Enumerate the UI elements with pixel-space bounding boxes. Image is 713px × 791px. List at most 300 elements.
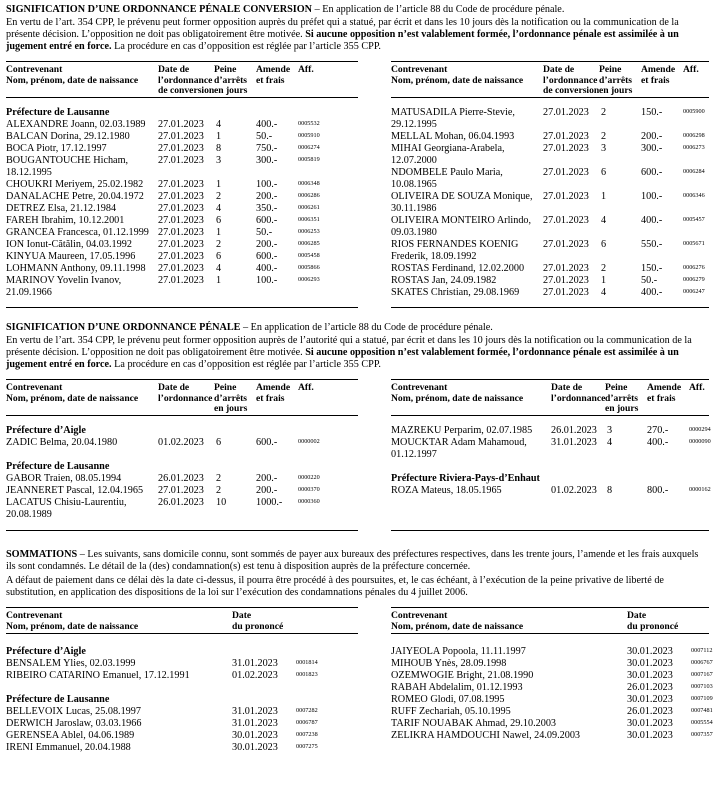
cell-name: OLIVEIRA MONTEIRO Arlindo, 09.03.1980 [391, 215, 532, 238]
cell-date: 30.01.2023 [627, 646, 673, 657]
section-ordonnance-conversion [6, 4, 708, 322]
rows [6, 473, 358, 521]
table-row [391, 239, 709, 263]
cell-peine: 4 [601, 287, 607, 298]
cell-amende: 50.- [641, 275, 658, 286]
table-grid [6, 61, 708, 311]
cell-name: OZEMWOGIE Bright, 21.08.1990 [391, 670, 534, 681]
cell-amende: 600.- [256, 251, 278, 262]
cell-name: KINYUA Maureen, 17.05.1996 [6, 251, 136, 262]
cell-peine: 1 [216, 179, 222, 190]
header-date: Date de l’ordonnance [551, 382, 606, 404]
cell-aff: 0005554 [691, 719, 713, 726]
cell-aff: 0000002 [298, 438, 320, 445]
cell-amende: 350.- [256, 203, 278, 214]
cell-aff: 0006274 [298, 144, 320, 151]
header-contrevenant: Contrevenant Nom, prénom, date de naissance [391, 610, 524, 632]
table-row [6, 239, 358, 251]
cell-aff: 0000360 [298, 498, 320, 505]
table-left [6, 61, 358, 299]
cell-aff: 0005671 [683, 240, 705, 247]
cell-aff: 0006261 [298, 204, 320, 211]
table-right [391, 61, 709, 299]
cell-date: 27.01.2023 [543, 191, 589, 202]
cell-date: 31.01.2023 [232, 718, 278, 729]
table-row [6, 485, 358, 497]
cell-aff: 0005819 [298, 156, 320, 163]
cell-peine: 4 [601, 215, 607, 226]
table-row [391, 670, 713, 682]
cell-date: 26.01.2023 [551, 425, 597, 436]
cell-peine: 2 [216, 473, 222, 484]
table-row [391, 646, 713, 658]
cell-aff: 0006276 [683, 264, 705, 271]
cell-aff: 0006351 [298, 216, 320, 223]
cell-name: ZELIKRA HAMDOUCHI Nawel, 24.09.2003 [391, 730, 581, 741]
table-row [391, 437, 709, 461]
cell-name: BOUGANTOUCHE Hicham, 18.12.1995 [6, 155, 129, 178]
table-row [391, 425, 709, 437]
header-amende: Amende et frais [256, 382, 291, 404]
cell-name: JEANNERET Pascal, 12.04.1965 [6, 485, 144, 496]
table-header [6, 608, 358, 634]
cell-name: MIHOUB Ynès, 28.09.1998 [391, 658, 507, 669]
table-row [6, 658, 358, 670]
table-row [391, 718, 713, 730]
cell-name: RIBEIRO CATARINO Emanuel, 17.12.1991 [6, 670, 190, 681]
cell-name: ROZA Mateus, 18.05.1965 [391, 485, 502, 496]
cell-date: 30.01.2023 [627, 658, 673, 669]
cell-date: 31.01.2023 [232, 658, 278, 669]
header-contrevenant: Contrevenant Nom, prénom, date de naissance [6, 610, 139, 632]
cell-name: FAREH Ibrahim, 10.12.2001 [6, 215, 125, 226]
cell-amende: 400.- [641, 215, 663, 226]
header-aff: Aff. [689, 382, 705, 393]
cell-name: LACATUS Chisiu-Laurentiu, 20.08.1989 [6, 497, 127, 520]
cell-aff: 0005910 [298, 132, 320, 139]
rows [391, 425, 709, 461]
page [6, 4, 713, 777]
cell-aff: 0000220 [298, 474, 320, 481]
cell-peine: 2 [216, 239, 222, 250]
cell-peine: 3 [607, 425, 613, 436]
section-title-bold: SIGNIFICATION D’UNE ORDONNANCE PÉNALE CONVERSION [6, 4, 313, 15]
cell-date: 27.01.2023 [543, 107, 589, 118]
cell-date: 27.01.2023 [543, 143, 589, 154]
prefecture-heading: Préfecture d’Aigle [6, 425, 86, 436]
cell-name: MARINOV Yovelin Ivanov, 21.09.1966 [6, 275, 122, 298]
section-title [6, 322, 708, 334]
cell-peine: 6 [601, 239, 607, 250]
table-row [391, 706, 713, 718]
cell-peine: 6 [216, 437, 222, 448]
cell-date: 27.01.2023 [158, 215, 204, 226]
cell-name: MIHAI Georgiana-Arabela, 12.07.2000 [391, 143, 505, 166]
cell-aff: 0006293 [298, 276, 320, 283]
header-contrevenant: Contrevenant Nom, prénom, date de naissance [391, 64, 524, 86]
header-contrevenant: Contrevenant Nom, prénom, date de naissance [6, 382, 139, 404]
cell-date: 27.01.2023 [543, 263, 589, 274]
table-row [6, 437, 358, 449]
cell-date: 30.01.2023 [232, 730, 278, 741]
cell-peine: 2 [216, 191, 222, 202]
header-aff: Aff. [298, 64, 314, 75]
header-date: Date du prononcé [232, 610, 284, 632]
table-row [391, 658, 713, 670]
table-row [391, 682, 713, 694]
cell-date: 27.01.2023 [158, 275, 204, 286]
cell-date: 26.01.2023 [158, 497, 204, 508]
cell-peine: 2 [601, 263, 607, 274]
cell-date: 27.01.2023 [158, 203, 204, 214]
cell-peine: 4 [216, 119, 222, 130]
cell-date: 31.01.2023 [551, 437, 597, 448]
cell-date: 26.01.2023 [158, 473, 204, 484]
table-row [6, 718, 358, 730]
para-bold: Si aucune opposition n’est valablement formée, l’ordonnance pénale est assimilée à un jugement entré en force. [6, 347, 679, 370]
section-title-bold: SOMMATIONS [6, 549, 78, 560]
cell-name: JAIYEOLA Popoola, 11.11.1997 [391, 646, 526, 657]
cell-aff: 0005458 [298, 252, 320, 259]
cell-name: MAZREKU Perparim, 02.07.1985 [391, 425, 533, 436]
cell-amende: 300.- [641, 143, 663, 154]
section-title-rest: – En application de l’article 88 du Code de procédure pénale. [312, 4, 565, 15]
cell-aff: 0006348 [298, 180, 320, 187]
cell-aff: 0006247 [683, 288, 705, 295]
cell-amende: 100.- [256, 179, 278, 190]
rows [391, 485, 709, 497]
cell-name: IRENI Emmanuel, 20.04.1988 [6, 742, 131, 753]
table-row [391, 694, 713, 706]
table-row [391, 287, 709, 299]
cell-date: 27.01.2023 [543, 215, 589, 226]
cell-date: 01.02.2023 [232, 670, 278, 681]
cell-peine: 3 [216, 155, 222, 166]
cell-date: 27.01.2023 [158, 179, 204, 190]
cell-date: 26.01.2023 [627, 682, 673, 693]
rows [391, 107, 709, 299]
cell-amende: 150.- [641, 107, 663, 118]
table-row [6, 179, 358, 191]
prefecture-heading: Préfecture d’Aigle [6, 646, 86, 657]
cell-name: OLIVEIRA DE SOUZA Monique, 30.11.1986 [391, 191, 533, 214]
cell-name: ROMEO Glodi, 07.08.1995 [391, 694, 505, 705]
table-header [391, 380, 709, 416]
cell-aff: 0007103 [691, 683, 713, 690]
cell-peine: 1 [216, 227, 222, 238]
section-title-rest: – Les suivants, sans domicile connu, sont sommés de payer aux bureaux des préfectures respectives, dans les trente jours, l’amende et les frais auxquels ils sont condamnés. Le détail de la (des) condamnation(s) est tenu à disposition auprès de la préfecture concernée. [6, 549, 699, 572]
cell-name: MELLAL Mohan, 06.04.1993 [391, 131, 515, 142]
section-ordonnance-penale [6, 322, 711, 549]
cell-aff: 0006298 [683, 132, 705, 139]
table-right [391, 607, 713, 742]
table-row [6, 203, 358, 215]
para-text: En vertu de l’art. 354 CPP, le prévenu peut former opposition auprès du préfet qui a statué, par écrit et dans les 10 jours dès la notification ou la communication de la présente décision. L’opposition ne doit pas obligatoirement être motivée. [6, 17, 679, 40]
header-peine: Peine d’arrêts en jours [214, 64, 248, 96]
cell-name: ALEXANDRE Joann, 02.03.1989 [6, 119, 146, 130]
rows [6, 119, 358, 299]
table-row [391, 730, 713, 742]
cell-date: 27.01.2023 [158, 191, 204, 202]
prefecture-heading: Préfecture Riviera-Pays-d’Enhaut [391, 473, 540, 484]
cell-name: ROSTAS Jan, 24.09.1982 [391, 275, 497, 286]
cell-amende: 600.- [256, 215, 278, 226]
section-paragraph: A défaut de paiement dans ce délai dès la date ci-dessus, il pourra être procédé à des poursuites, et, le cas échéant, à l’exécution de la peine privative de liberté de substitution, en application des dispositions de la loi sur l’exécution des condamnations pénales du 4 juillet 2006. [6, 575, 664, 598]
cell-date: 27.01.2023 [158, 155, 204, 166]
cell-aff: 0007481 [691, 707, 713, 714]
cell-name: BELLEVOIX Lucas, 25.08.1997 [6, 706, 141, 717]
cell-name: GRANCEA Francesca, 01.12.1999 [6, 227, 149, 238]
cell-date: 27.01.2023 [158, 239, 204, 250]
header-amende: Amende et frais [641, 64, 676, 86]
cell-date: 27.01.2023 [158, 251, 204, 262]
cell-name: ROSTAS Ferdinand, 12.02.2000 [391, 263, 525, 274]
table-row [6, 730, 358, 742]
para-end: La procédure en cas d’opposition est réglée par l’article 355 CPP. [111, 359, 381, 370]
rows [6, 437, 358, 449]
cell-aff: 0007112 [691, 647, 713, 654]
cell-aff: 0007109 [691, 695, 713, 702]
section-paragraph [6, 335, 708, 371]
cell-date: 27.01.2023 [543, 167, 589, 178]
cell-name: BOCA Piotr, 17.12.1997 [6, 143, 107, 154]
cell-amende: 100.- [641, 191, 663, 202]
cell-aff: 0001814 [296, 659, 318, 666]
cell-aff: 0005532 [298, 120, 320, 127]
cell-name: CHOUKRI Meriyem, 25.02.1982 [6, 179, 144, 190]
cell-name: MATUSADILA Pierre-Stevie, 29.12.1995 [391, 107, 515, 130]
cell-peine: 1 [216, 131, 222, 142]
cell-name: BALCAN Dorina, 29.12.1980 [6, 131, 130, 142]
table-left [6, 379, 358, 521]
cell-amende: 400.- [647, 437, 669, 448]
cell-aff: 0005866 [298, 264, 320, 271]
table-row [6, 670, 358, 682]
cell-peine: 4 [216, 203, 222, 214]
table-row [6, 155, 358, 179]
cell-amende: 600.- [641, 167, 663, 178]
cell-name: LOHMANN Anthony, 09.11.1998 [6, 263, 146, 274]
cell-date: 27.01.2023 [158, 131, 204, 142]
cell-aff: 0006767 [691, 659, 713, 666]
cell-peine: 6 [601, 167, 607, 178]
table-row [391, 143, 709, 167]
cell-amende: 50.- [256, 131, 273, 142]
cell-peine: 6 [216, 251, 222, 262]
cell-date: 27.01.2023 [158, 143, 204, 154]
header-amende: Amende et frais [647, 382, 682, 404]
prefecture-heading: Préfecture de Lausanne [6, 107, 110, 118]
cell-aff: 0000370 [298, 486, 320, 493]
table-left [6, 607, 358, 754]
header-peine: Peine d’arrêts en jours [605, 382, 639, 414]
table-bottom-rule [391, 307, 709, 308]
table-row [391, 485, 709, 497]
cell-name: MOUCKTAR Adam Mahamoud, 01.12.1997 [391, 437, 527, 460]
cell-amende: 100.- [256, 275, 278, 286]
cell-peine: 1 [216, 275, 222, 286]
cell-date: 30.01.2023 [627, 718, 673, 729]
table-row [6, 473, 358, 485]
cell-amende: 1000.- [256, 497, 283, 508]
cell-name: GABOR Traien, 08.05.1994 [6, 473, 122, 484]
cell-amende: 300.- [256, 155, 278, 166]
cell-name: RABAH Abdelalim, 01.12.1993 [391, 682, 523, 693]
cell-amende: 550.- [641, 239, 663, 250]
rows [6, 658, 358, 682]
cell-peine: 2 [601, 107, 607, 118]
cell-amende: 800.- [647, 485, 669, 496]
cell-aff: 0000090 [689, 438, 711, 445]
cell-date: 30.01.2023 [627, 694, 673, 705]
table-header [6, 380, 358, 416]
cell-aff: 0005900 [683, 108, 705, 115]
cell-peine: 4 [607, 437, 613, 448]
cell-date: 01.02.2023 [158, 437, 204, 448]
cell-name: TARIF NOUABAK Ahmad, 29.10.2003 [391, 718, 557, 729]
para-end: La procédure en cas d’opposition est réglée par l’article 355 CPP. [111, 41, 381, 52]
cell-aff: 0000294 [689, 426, 711, 433]
cell-date: 26.01.2023 [627, 706, 673, 717]
table-row [6, 191, 358, 203]
cell-aff: 0006285 [298, 240, 320, 247]
cell-amende: 400.- [256, 263, 278, 274]
cell-peine: 2 [601, 131, 607, 142]
cell-name: ZADIC Belma, 20.04.1980 [6, 437, 118, 448]
header-date: Date du prononcé [627, 610, 679, 632]
table-row [6, 742, 358, 754]
table-row [6, 131, 358, 143]
cell-aff: 0006284 [683, 168, 705, 175]
cell-aff: 0005457 [683, 216, 705, 223]
cell-peine: 1 [601, 275, 607, 286]
header-contrevenant: Contrevenant Nom, prénom, date de naissance [6, 64, 139, 86]
cell-peine: 6 [216, 215, 222, 226]
table-row [391, 215, 709, 239]
cell-amende: 200.- [256, 485, 278, 496]
cell-amende: 150.- [641, 263, 663, 274]
table-row [391, 167, 709, 191]
cell-date: 31.01.2023 [232, 706, 278, 717]
table-header [391, 62, 709, 98]
cell-peine: 8 [607, 485, 613, 496]
table-header [6, 62, 358, 98]
section-sommations [6, 549, 713, 777]
cell-date: 27.01.2023 [158, 119, 204, 130]
header-date: Date de l’ordonnance de conversion [158, 64, 215, 96]
cell-name: ION Ionut-Cătălin, 04.03.1992 [6, 239, 132, 250]
cell-aff: 0007167 [691, 671, 713, 678]
cell-name: DETREZ Elsa, 21.12.1984 [6, 203, 117, 214]
cell-name: DERWICH Jaroslaw, 03.03.1966 [6, 718, 142, 729]
table-row [6, 497, 358, 521]
cell-date: 01.02.2023 [551, 485, 597, 496]
table-row [6, 263, 358, 275]
header-peine: Peine d’arrêts en jours [599, 64, 633, 96]
cell-aff: 0006787 [296, 719, 318, 726]
table-row [6, 143, 358, 155]
table-row [6, 227, 358, 239]
table-header [391, 608, 709, 634]
header-contrevenant: Contrevenant Nom, prénom, date de naissance [391, 382, 524, 404]
cell-peine: 4 [216, 263, 222, 274]
cell-amende: 200.- [256, 239, 278, 250]
table-row [6, 119, 358, 131]
section-title-rest: – En application de l’article 88 du Code de procédure pénale. [240, 322, 493, 333]
header-amende: Amende et frais [256, 64, 291, 86]
cell-date: 27.01.2023 [158, 227, 204, 238]
prefecture-heading: Préfecture de Lausanne [6, 694, 110, 705]
section-title-bold: SIGNIFICATION D’UNE ORDONNANCE PÉNALE [6, 322, 241, 333]
table-row [391, 107, 709, 131]
section-title [6, 4, 708, 16]
cell-aff: 0006279 [683, 276, 705, 283]
cell-name: GERENSEA Ablel, 04.06.1989 [6, 730, 135, 741]
cell-aff: 0006273 [683, 144, 705, 151]
cell-amende: 200.- [256, 191, 278, 202]
cell-name: BENSALEM Ylies, 02.03.1999 [6, 658, 136, 669]
header-date: Date de l’ordonnance de conversion [543, 64, 600, 96]
cell-peine: 1 [601, 191, 607, 202]
cell-aff: 0001823 [296, 671, 318, 678]
table-right [391, 379, 709, 497]
cell-aff: 0000162 [689, 486, 711, 493]
cell-name: RIOS FERNANDES KOENIG Frederik, 18.09.1992 [391, 239, 519, 262]
cell-aff: 0006253 [298, 228, 320, 235]
table-row [6, 251, 358, 263]
table-row [6, 706, 358, 718]
table-grid [6, 379, 711, 534]
cell-amende: 750.- [256, 143, 278, 154]
cell-peine: 8 [216, 143, 222, 154]
para-text: En vertu de l’art. 354 CPP, le prévenu peut former opposition auprès de l’autorité qui a statué, par écrit et dans les 10 jours dès la notification ou la communication de la présente décision. L’opposition ne doit pas obligatoirement être motivée. [6, 335, 692, 358]
cell-aff: 0007275 [296, 743, 318, 750]
table-bottom-rule [6, 530, 358, 531]
cell-date: 27.01.2023 [158, 485, 204, 496]
section-paragraph [6, 17, 708, 53]
table-bottom-rule [6, 307, 358, 308]
table-row [6, 275, 358, 299]
cell-peine: 2 [216, 485, 222, 496]
header-aff: Aff. [298, 382, 314, 393]
header-peine: Peine d’arrêts en jours [214, 382, 248, 414]
cell-date: 30.01.2023 [627, 670, 673, 681]
cell-aff: 0007357 [691, 731, 713, 738]
cell-aff: 0007282 [296, 707, 318, 714]
rows [391, 646, 713, 742]
cell-amende: 400.- [256, 119, 278, 130]
cell-aff: 0006286 [298, 192, 320, 199]
rows [6, 706, 358, 754]
cell-peine: 10 [216, 497, 227, 508]
header-date: Date de l’ordonnance [158, 382, 213, 404]
cell-name: RUFF Zechariah, 05.10.1995 [391, 706, 511, 717]
cell-amende: 200.- [256, 473, 278, 484]
cell-date: 27.01.2023 [543, 131, 589, 142]
table-row [391, 191, 709, 215]
cell-name: SKATES Christian, 29.08.1969 [391, 287, 520, 298]
table-row [391, 275, 709, 287]
table-row [391, 263, 709, 275]
cell-date: 27.01.2023 [158, 263, 204, 274]
table-bottom-rule [391, 530, 709, 531]
table-row [6, 215, 358, 227]
cell-peine: 3 [601, 143, 607, 154]
section-title [6, 549, 708, 573]
cell-name: DANALACHE Petre, 20.04.1972 [6, 191, 144, 202]
cell-amende: 270.- [647, 425, 669, 436]
cell-date: 30.01.2023 [627, 730, 673, 741]
